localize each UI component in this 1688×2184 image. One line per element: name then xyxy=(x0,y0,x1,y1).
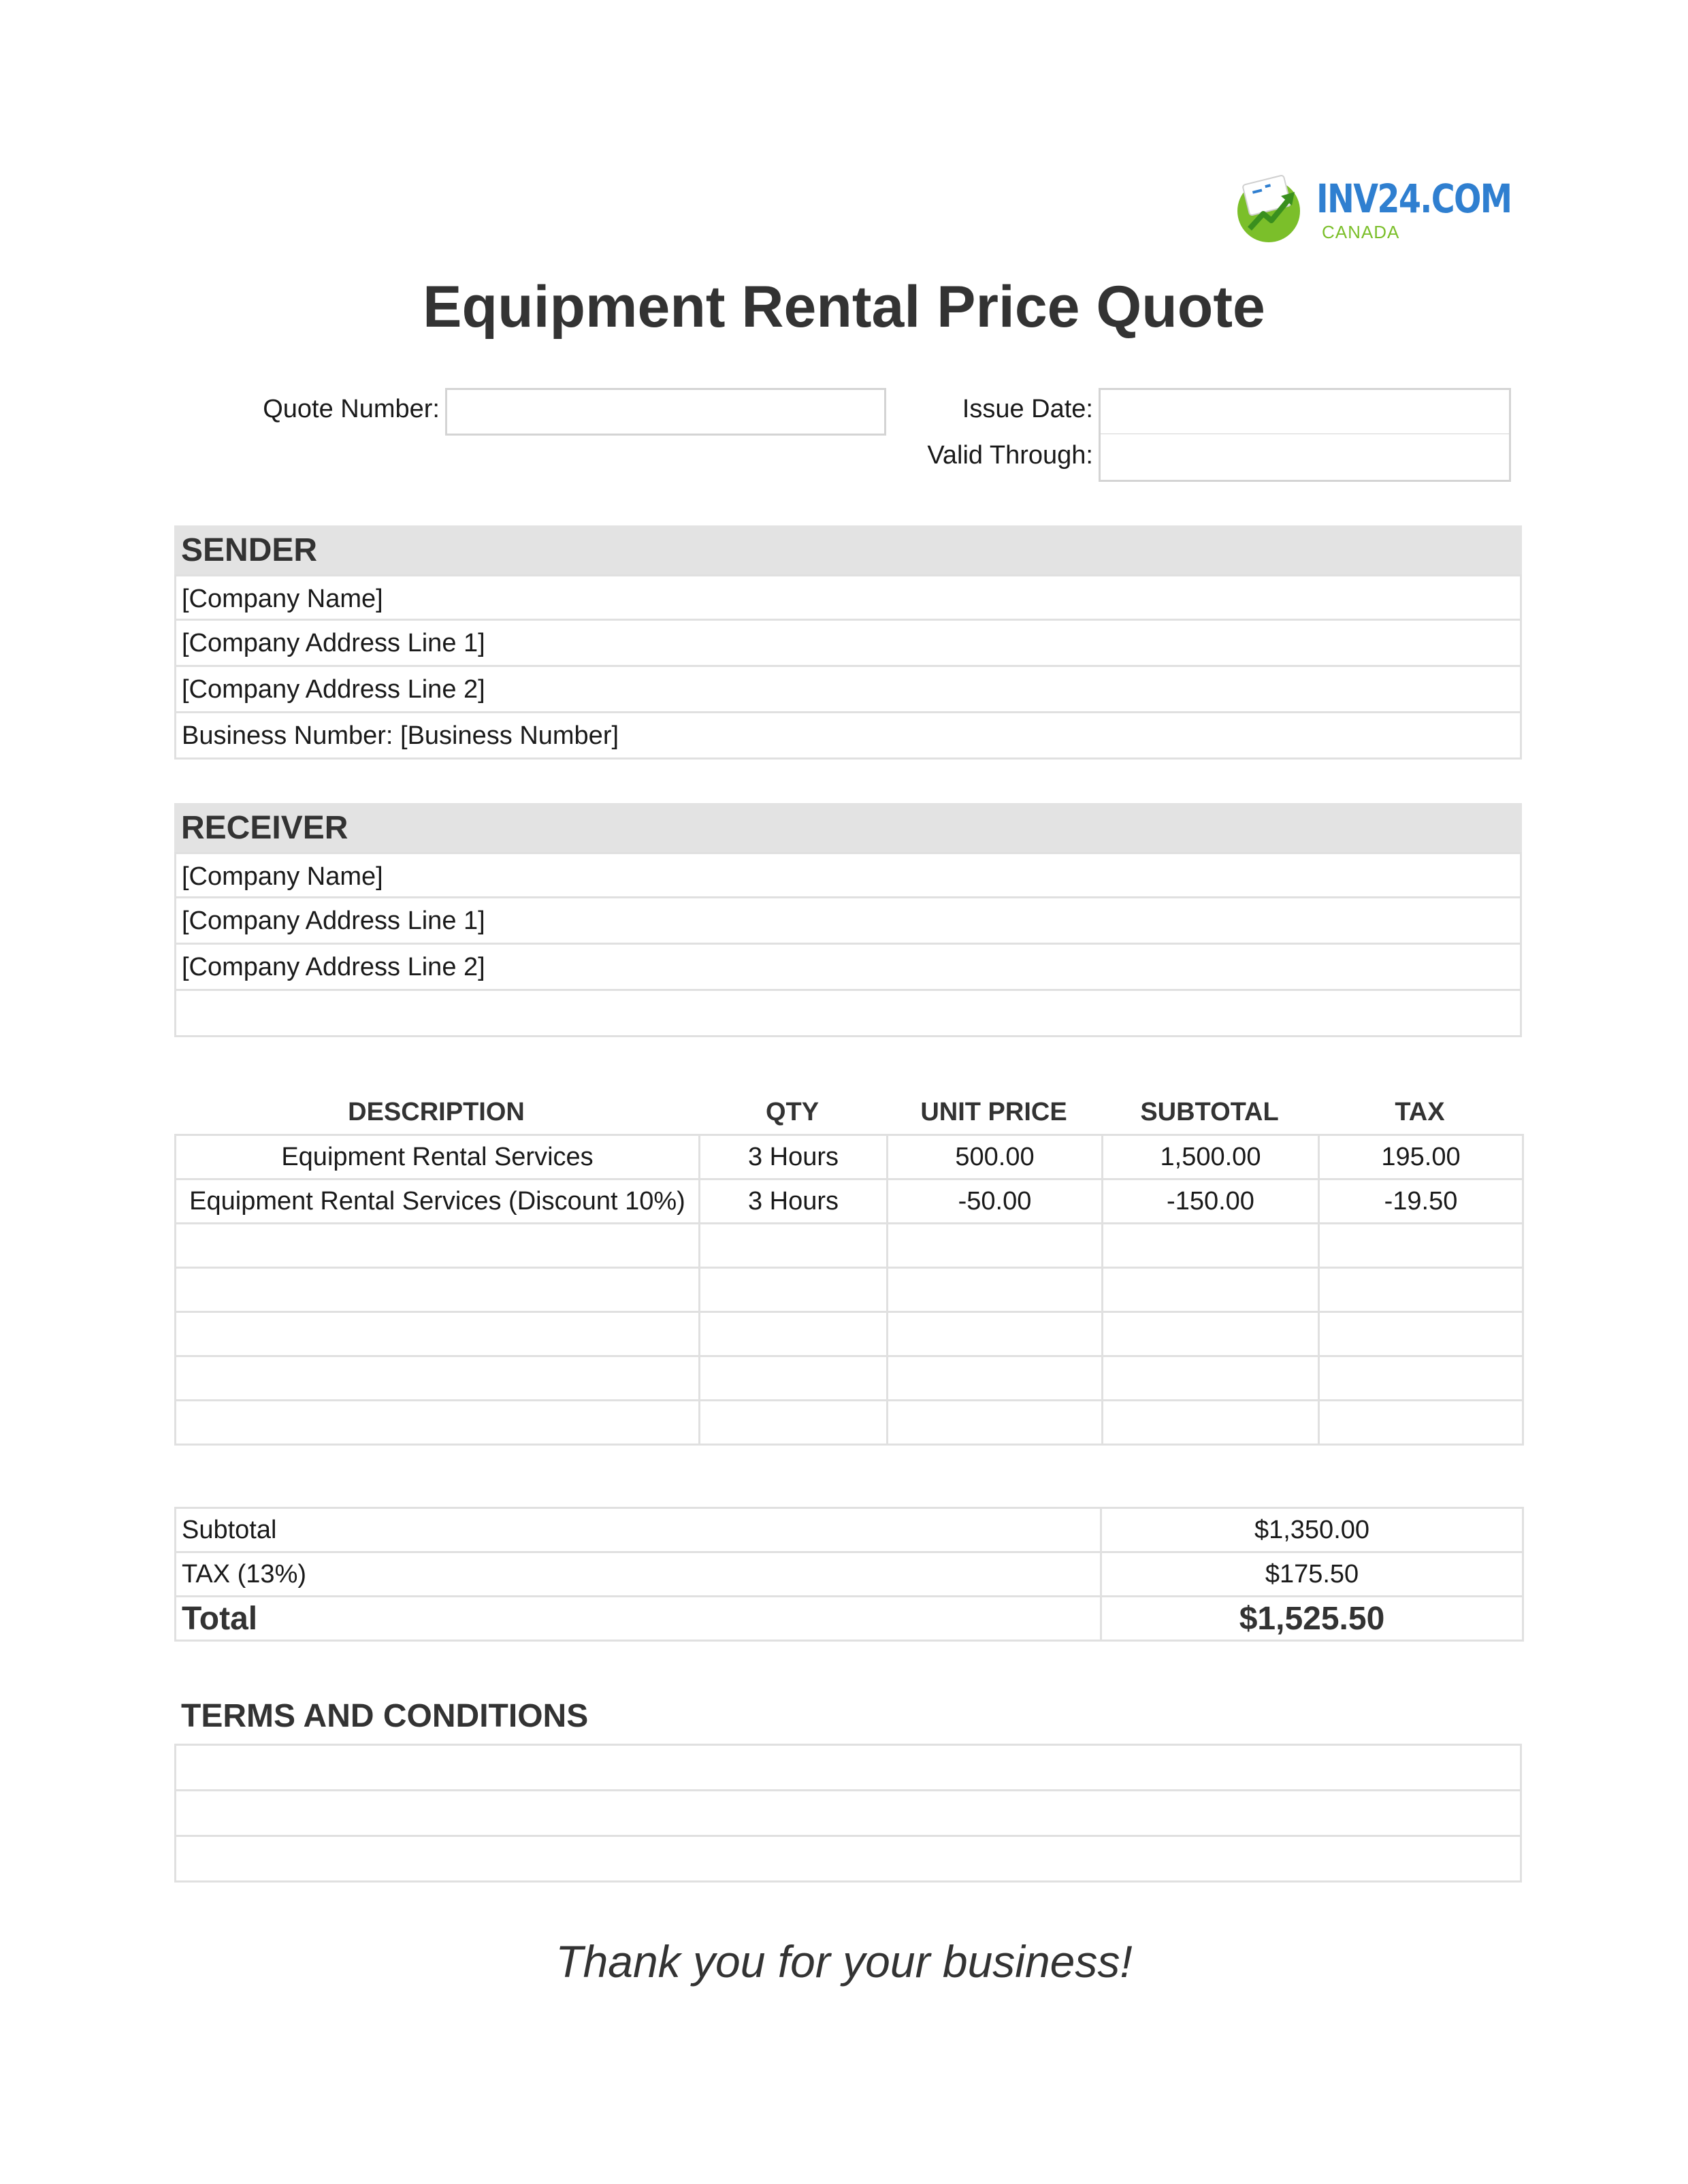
receiver-address-line-2[interactable]: [Company Address Line 2] xyxy=(174,945,1522,991)
item-tax-cell[interactable] xyxy=(1319,1268,1523,1312)
terms-box xyxy=(174,1744,1522,1883)
totals-table xyxy=(174,1507,1524,1642)
item-description-cell[interactable]: Equipment Rental Services xyxy=(176,1135,700,1179)
table-row xyxy=(176,1401,1523,1445)
subtotal-value[interactable]: $1,350.00 xyxy=(1101,1508,1523,1552)
company-logo xyxy=(1229,166,1512,248)
item-description-cell[interactable] xyxy=(176,1312,700,1356)
thank-you-message: Thank you for your business! xyxy=(555,1936,1133,1987)
item-qty-cell[interactable]: 3 Hours xyxy=(700,1135,888,1179)
issue-date-label: Issue Date: xyxy=(962,395,1093,423)
item-unit-price-cell[interactable] xyxy=(888,1401,1103,1445)
table-row xyxy=(176,1224,1523,1268)
item-subtotal-cell[interactable]: -150.00 xyxy=(1103,1179,1319,1224)
item-qty-cell[interactable] xyxy=(700,1268,888,1312)
tax-label: TAX (13%) xyxy=(176,1552,1101,1597)
column-header-unit-price: UNIT PRICE xyxy=(920,1098,1067,1126)
terms-line[interactable] xyxy=(176,1791,1521,1836)
quote-number-field[interactable] xyxy=(445,388,886,436)
receiver-company-name[interactable]: [Company Name] xyxy=(174,852,1522,898)
table-row xyxy=(176,1179,1523,1224)
item-tax-cell[interactable]: -19.50 xyxy=(1319,1179,1523,1224)
document-title: Equipment Rental Price Quote xyxy=(423,274,1265,340)
sender-heading: SENDER xyxy=(174,525,1522,574)
item-description-cell[interactable] xyxy=(176,1224,700,1268)
column-header-description: DESCRIPTION xyxy=(348,1098,525,1126)
logo-brand-text: INV24.COM xyxy=(1316,176,1512,222)
column-header-subtotal: SUBTOTAL xyxy=(1140,1098,1279,1126)
tax-value[interactable]: $175.50 xyxy=(1101,1552,1523,1597)
item-qty-cell[interactable]: 3 Hours xyxy=(700,1179,888,1224)
item-tax-cell[interactable] xyxy=(1319,1312,1523,1356)
item-unit-price-cell[interactable]: 500.00 xyxy=(888,1135,1103,1179)
sender-business-number[interactable]: Business Number: [Business Number] xyxy=(174,713,1522,760)
logo-chart-icon xyxy=(1229,166,1311,248)
column-header-qty: QTY xyxy=(765,1098,819,1126)
subtotal-label: Subtotal xyxy=(176,1508,1101,1552)
column-header-tax: TAX xyxy=(1395,1098,1445,1126)
sender-company-name[interactable]: [Company Name] xyxy=(174,574,1522,621)
valid-through-field[interactable] xyxy=(1099,434,1511,482)
items-table xyxy=(174,1134,1524,1446)
logo-region-text: CANADA xyxy=(1322,222,1400,242)
item-unit-price-cell[interactable] xyxy=(888,1268,1103,1312)
tax-row xyxy=(176,1552,1523,1597)
sender-address-line-1[interactable]: [Company Address Line 1] xyxy=(174,621,1522,667)
item-qty-cell[interactable] xyxy=(700,1356,888,1401)
terms-heading: TERMS AND CONDITIONS xyxy=(181,1698,589,1734)
item-tax-cell[interactable] xyxy=(1319,1401,1523,1445)
item-tax-cell[interactable] xyxy=(1319,1356,1523,1401)
item-subtotal-cell[interactable] xyxy=(1103,1401,1319,1445)
item-description-cell[interactable] xyxy=(176,1268,700,1312)
item-subtotal-cell[interactable] xyxy=(1103,1268,1319,1312)
item-subtotal-cell[interactable]: 1,500.00 xyxy=(1103,1135,1319,1179)
total-value[interactable]: $1,525.50 xyxy=(1101,1597,1523,1641)
subtotal-row xyxy=(176,1508,1523,1552)
item-tax-cell[interactable]: 195.00 xyxy=(1319,1135,1523,1179)
item-unit-price-cell[interactable] xyxy=(888,1356,1103,1401)
item-description-cell[interactable]: Equipment Rental Services (Discount 10%) xyxy=(176,1179,700,1224)
item-qty-cell[interactable] xyxy=(700,1312,888,1356)
item-unit-price-cell[interactable] xyxy=(888,1312,1103,1356)
item-description-cell[interactable] xyxy=(176,1356,700,1401)
issue-date-field[interactable] xyxy=(1099,388,1511,436)
terms-line[interactable] xyxy=(176,1745,1521,1791)
sender-address-line-2[interactable]: [Company Address Line 2] xyxy=(174,667,1522,713)
item-subtotal-cell[interactable] xyxy=(1103,1356,1319,1401)
receiver-heading: RECEIVER xyxy=(174,803,1522,852)
terms-line[interactable] xyxy=(176,1836,1521,1882)
item-subtotal-cell[interactable] xyxy=(1103,1312,1319,1356)
item-unit-price-cell[interactable]: -50.00 xyxy=(888,1179,1103,1224)
items-table-header xyxy=(174,1092,1522,1132)
item-qty-cell[interactable] xyxy=(700,1401,888,1445)
table-row xyxy=(176,1312,1523,1356)
quote-number-label: Quote Number: xyxy=(263,395,440,423)
total-row xyxy=(176,1597,1523,1641)
receiver-address-line-1[interactable]: [Company Address Line 1] xyxy=(174,898,1522,945)
table-row xyxy=(176,1135,1523,1179)
item-qty-cell[interactable] xyxy=(700,1224,888,1268)
item-unit-price-cell[interactable] xyxy=(888,1224,1103,1268)
total-label: Total xyxy=(176,1597,1101,1641)
valid-through-label: Valid Through: xyxy=(927,441,1093,470)
table-row xyxy=(176,1268,1523,1312)
receiver-extra-line[interactable] xyxy=(174,991,1522,1037)
item-subtotal-cell[interactable] xyxy=(1103,1224,1319,1268)
item-description-cell[interactable] xyxy=(176,1401,700,1445)
table-row xyxy=(176,1356,1523,1401)
item-tax-cell[interactable] xyxy=(1319,1224,1523,1268)
